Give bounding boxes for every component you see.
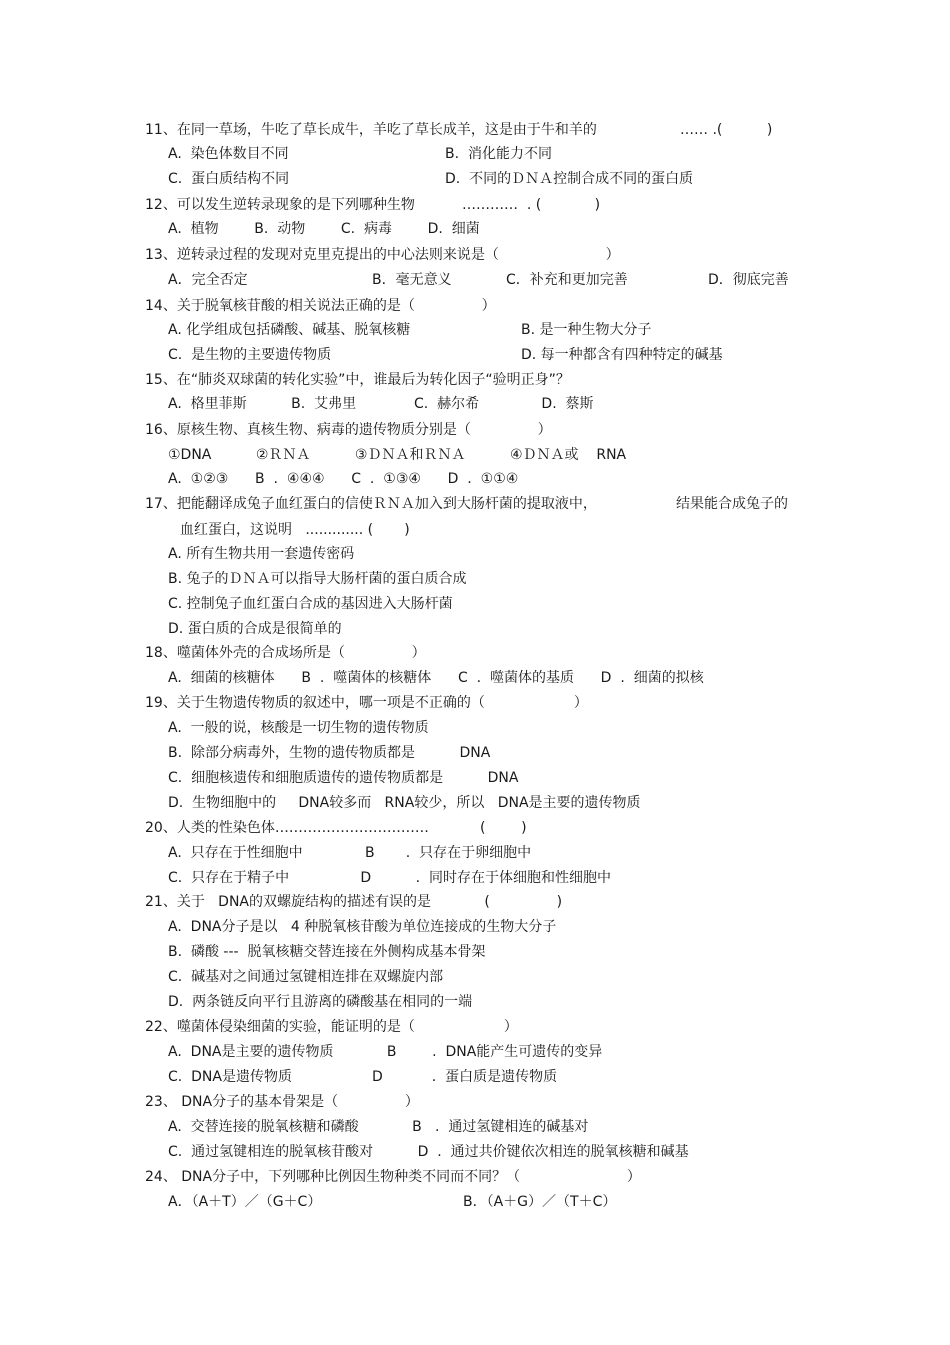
q22-options-cd: C. DNA是遗传物质 D . 蛋白质是遗传物质 bbox=[168, 1069, 558, 1085]
q14-option-a: A. 化学组成包括磷酸、碱基、脱氧核糖 bbox=[168, 322, 411, 338]
q23-stem: 23、 DNA分子的基本骨架是（ ） bbox=[145, 1094, 419, 1110]
q14-option-d: D. 每一种都含有四种特定的碱基 bbox=[521, 347, 723, 363]
q17-option-d: D. 蛋白质的合成是很简单的 bbox=[168, 621, 342, 637]
q17-stem-right: 结果能合成兔子的 bbox=[676, 496, 788, 512]
q23-options-cd: C. 通过氢键相连的脱氧核苷酸对 D . 通过共价键依次相连的脱氧核糖和碱基 bbox=[168, 1144, 689, 1160]
q15-stem: 15、在“肺炎双球菌的转化实验”中，谁最后为转化因子“验明正身”？ bbox=[145, 372, 570, 388]
q13-option-b: B．毫无意义 bbox=[372, 272, 452, 288]
q11-option-c: C. 蛋白质结构不同 bbox=[168, 171, 290, 187]
q18-stem: 18、噬菌体外壳的合成场所是（ ） bbox=[145, 645, 426, 661]
q20-options-ab: A. 只存在于性细胞中 B . 只存在于卵细胞中 bbox=[168, 845, 532, 861]
q21-option-b: B. 磷酸 --- 脱氧核糖交替连接在外侧构成基本骨架 bbox=[168, 944, 486, 960]
q19-option-b: B. 除部分病毒外，生物的遗传物质都是 DNA bbox=[168, 745, 491, 761]
q24-stem: 24、 DNA分子中，下列哪种比例因生物种类不同而不同？（ ） bbox=[145, 1169, 641, 1185]
q17-option-a: A. 所有生物共用一套遗传密码 bbox=[168, 546, 355, 562]
q17-option-b: B. 兔子的ＤＮＡ可以指导大肠杆菌的蛋白质合成 bbox=[168, 571, 467, 587]
q19-option-d: D. 生物细胞中的 DNA较多而 RNA较少，所以 DNA是主要的遗传物质 bbox=[168, 795, 641, 811]
q23-options-ab: A. 交替连接的脱氧核糖和磷酸 B . 通过氢键相连的碱基对 bbox=[168, 1119, 589, 1135]
q20-stem: 20、人类的性染色体…………………………… bbox=[145, 820, 429, 836]
q19-option-c: C. 细胞核遗传和细胞质遗传的遗传物质都是 DNA bbox=[168, 770, 519, 786]
q11-option-d: D. 不同的ＤＮＡ控制合成不同的蛋白质 bbox=[445, 171, 694, 187]
q18-options: A. 细菌的核糖体 B . 噬菌体的核糖体 C . 噬菌体的基质 D . 细菌的拟核 bbox=[168, 670, 704, 686]
q12-stem: 12、可以发生逆转录现象的是下列哪种生物 bbox=[145, 197, 415, 213]
q12-options: A. 植物 B. 动物 C. 病毒 D. 细菌 bbox=[168, 221, 480, 237]
q21-option-c: C. 碱基对之间通过氢键相连排在双螺旋内部 bbox=[168, 969, 444, 985]
q13-option-d: D．彻底完善 bbox=[708, 272, 789, 288]
q21-option-d: D. 两条链反向平行且游离的磷酸基在相同的一端 bbox=[168, 994, 473, 1010]
q14-option-c: C. 是生物的主要遗传物质 bbox=[168, 347, 332, 363]
q15-options: A. 格里菲斯 B. 艾弗里 C. 赫尔希 D. 蔡斯 bbox=[168, 396, 594, 412]
q20-options-cd: C. 只存在于精子中 D . 同时存在于体细胞和性细胞中 bbox=[168, 870, 611, 886]
q17-stem: 17、把能翻译成兔子血红蛋白的信使ＲＮＡ加入到大肠杆菌的提取液中， bbox=[145, 496, 597, 512]
q22-options-ab: A. DNA是主要的遗传物质 B . DNA能产生可遗传的变异 bbox=[168, 1044, 603, 1060]
q21-option-a: A. DNA分子是以 4 种脱氧核苷酸为单位连接成的生物大分子 bbox=[168, 919, 557, 935]
q16-stem: 16、原核生物、真核生物、病毒的遗传物质分别是（ ） bbox=[145, 422, 552, 438]
q16-items: ①DNA ②ＲＮＡ ③ＤＮＡ和ＲＮＡ ④ＤＮＡ或 RNA bbox=[168, 447, 627, 463]
q24-option-a: A．（A＋T）／（G＋C） bbox=[168, 1194, 322, 1210]
q19-option-a: A. 一般的说，核酸是一切生物的遗传物质 bbox=[168, 720, 429, 736]
q11-option-a: A. 染色体数目不同 bbox=[168, 146, 289, 162]
q20-answer-blank: ( ) bbox=[480, 820, 527, 836]
q11-option-b: B. 消化能力不同 bbox=[445, 146, 552, 162]
q13-option-a: A．完全否定 bbox=[168, 272, 248, 288]
q13-stem: 13、逆转录过程的发现对克里克提出的中心法则来说是（ ） bbox=[145, 247, 620, 263]
q22-stem: 22、噬菌体侵染细菌的实验，能证明的是（ ） bbox=[145, 1019, 518, 1035]
q12-answer-blank: ………… . ( ) bbox=[462, 197, 601, 213]
q14-option-b: B. 是一种生物大分子 bbox=[521, 322, 652, 338]
q24-option-b: B．（A＋G）／（T＋C） bbox=[463, 1194, 617, 1210]
q11-answer-blank: …… .( ) bbox=[680, 122, 773, 138]
q13-option-c: C．补充和更加完善 bbox=[506, 272, 628, 288]
q17-stem-continued: 血红蛋白，这说明 ............. ( ) bbox=[180, 522, 410, 538]
q17-option-c: C. 控制兔子血红蛋白合成的基因进入大肠杆菌 bbox=[168, 596, 453, 612]
q11-stem: 11、在同一草场，牛吃了草长成牛，羊吃了草长成羊，这是由于牛和羊的 bbox=[145, 122, 597, 138]
q21-stem: 21、关于 DNA的双螺旋结构的描述有误的是 ( ) bbox=[145, 894, 563, 910]
q14-stem: 14、关于脱氧核苷酸的相关说法正确的是（ ） bbox=[145, 298, 496, 314]
q16-options: A. ①②③ B . ④④④ C . ①③④ D . ①①④ bbox=[168, 471, 519, 487]
q19-stem: 19、关于生物遗传物质的叙述中，哪一项是不正确的（ ） bbox=[145, 695, 588, 711]
